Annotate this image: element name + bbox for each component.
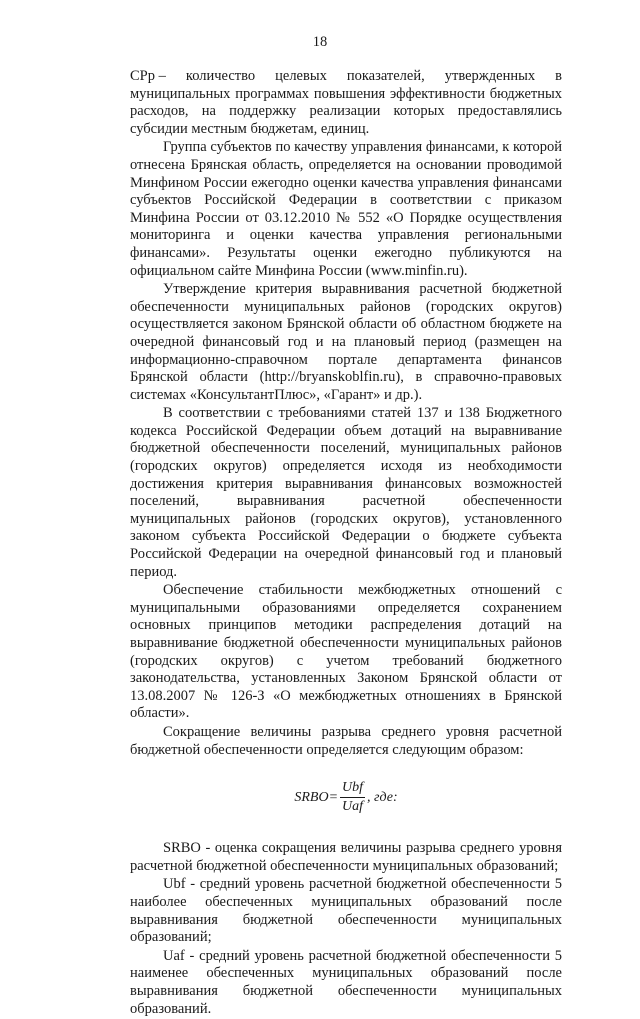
paragraph-gap-reduction: Сокращение величины разрыва среднего уровня расчетной бюджетной обеспеченности определяется следующим образом: [130, 723, 562, 758]
paragraph-stability: Обеспечение стабильности межбюджетных отношений с муниципальными образованиями определяется сохранением основных принципов методики распределения дотаций на выравнивание бюджетной обеспеченности муниципальных районов (городских округов) с учетом требований бюджетного законодательства, установленных Законом Брянской области от 13.08.2007 № 126-З «О межбюджетных отношениях в Брянской области». [130, 582, 562, 722]
term-crp: СРр – [130, 68, 166, 84]
formula-suffix: , где: [367, 789, 398, 805]
paragraph-finance-group: Группа субъектов по качеству управления финансами, к которой отнесена Брянская область, определяется на основании проводимой Минфином России ежегодно оценки качества управления финансами субъектов Российской Федерации в соответствии с приказом Минфина России от 03.12.2010 № 552 «О Порядке осуществления мониторинга и оценки качества управления региональными финансами». Результаты оценки ежегодно публикуются на официальном сайте Минфина России (www.minfin.ru). [130, 139, 562, 279]
paragraph-budget-code: В соответствии с требованиями статей 137 и 138 Бюджетного кодекса Российской Федерации объем дотаций на выравнивание бюджетной обеспеченности поселений, муниципальных районов (городских округов) определяется исходя из необходимости достижения критерия выравнивания финансовых возможностей поселений, выравнивания расчетной обеспеченности муниципальных районов (городских округов), установленного законом субъекта Российской Федерации о бюджете субъекта Российской Федерации на очередной финансовый год и плановый период. [130, 405, 562, 580]
formula-srbo [130, 781, 562, 814]
formula-denominator: Uaf [342, 799, 364, 815]
formula-equals: = [328, 789, 339, 805]
formula-fraction [340, 781, 365, 814]
formula-numerator: Ubf [340, 781, 365, 798]
formula-lhs: SRBO [294, 789, 329, 805]
document-body [130, 68, 562, 1019]
paragraph-crp-definition [130, 68, 562, 138]
definition-uaf: Uaf - средний уровень расчетной бюджетной обеспеченности 5 наименее обеспеченных муниципальных образований после выравнивания бюджетной обеспеченности муниципальных образований. [130, 947, 562, 1017]
definition-srbo: SRBO - оценка сокращения величины разрыва среднего уровня расчетной бюджетной обеспеченности муниципальных образований; [130, 840, 562, 874]
page-number: 18 [312, 34, 328, 50]
paragraph-criterion-approval: Утверждение критерия выравнивания расчетной бюджетной обеспеченности муниципальных районов (городских округов) осуществляется законом Брянской области об областном бюджете на очередной финансовый год и на плановый период (размещен на информационно-справочном портале департамента финансов Брянской области (http://bryanskoblfin.ru), в справочно-правовых системах «КонсультантПлюс», «Гарант» и др.). [130, 281, 562, 403]
definition-crp-text: количество целевых показателей, утвержденных в муниципальных программах повышения эффективности бюджетных расходов, на поддержку реализации которых предоставлялись субсидии местным бюджетам, единиц. [130, 68, 562, 137]
definition-ubf: Ubf - средний уровень расчетной бюджетной обеспеченности 5 наиболее обеспеченных муниципальных образований после выравнивания бюджетной обеспеченности муниципальных образований; [130, 876, 562, 946]
